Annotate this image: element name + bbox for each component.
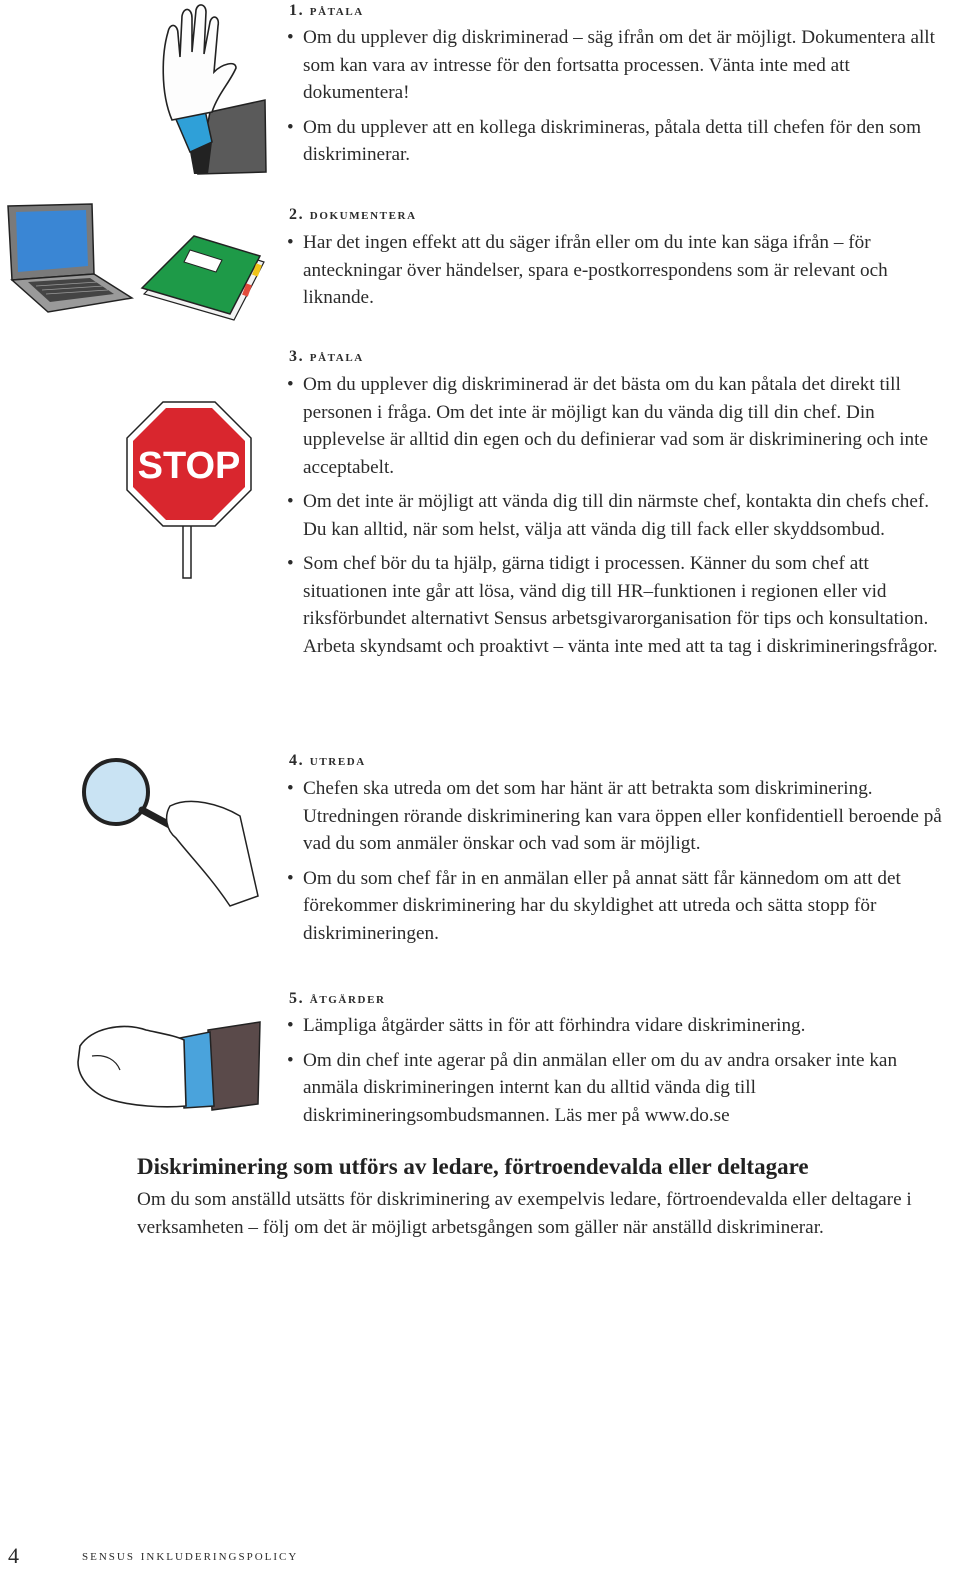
list-item: • Om du som chef får in en anmälan eller på annat sätt får kännedom om att det förekommer diskriminering har du skyldighet att utreda och sätta stopp för diskrimineringen. [287,865,946,948]
list-item: • Har det ingen effekt att du säger ifrån eller om du inte kan säga ifrån – för anteckningar över händelser, spara e-postkorrespondens som är relevant och liknande. [287,229,946,312]
list-item: • Om du upplever dig diskriminerad – säg ifrån om det är möjligt. Dokumentera allt som kan vara av intresse för den fortsatta processen. Vänta inte med att dokumentera! [287,24,946,107]
bullet-icon: • [287,867,294,889]
magnifier-illustration [80,756,265,908]
list-item: • Om din chef inte agerar på din anmälan eller om du av andra orsaker inte kan anmäla diskrimineringen internt kan du alltid vända dig till diskrimineringsombudsmannen. Läs mer på www.do.se [287,1047,946,1130]
final-section-text: Om du som anställd utsätts för diskriminering av exempelvis ledare, förtroendevalda eller deltagare i verksamheten – följ om det är möjligt arbetsgången som gäller när anställd diskriminerar. [137,1189,912,1238]
bullet-icon: • [287,374,294,395]
bullet-icon: • [287,116,294,138]
page-number: 4 [8,1543,19,1568]
bullet-icon: • [287,1015,294,1036]
bullet-icon: • [287,491,294,512]
list-item: • Om det inte är möjligt att vända dig till din närmste chef, kontakta din chefs chef. Du kan alltid, när som helst, välja att vända dig till fack eller skyddsombud. [287,488,946,543]
laptop-icon [2,200,134,316]
stop-hand-icon [150,2,270,177]
laptop-illustration [2,200,134,316]
bullet-icon: • [287,778,294,799]
footer-title: sensus inkluderingspolicy [82,1548,299,1564]
stop-sign-illustration [125,398,255,580]
notebook-icon [138,232,270,324]
bullet-icon: • [287,553,294,574]
raised-hand-illustration [150,2,270,177]
fist-icon [72,1016,262,1116]
list-item: • Lämpliga åtgärder sätts in för att förhindra vidare diskriminering. [287,1012,946,1040]
section-2-bullet-list [287,229,946,319]
notebook-illustration [138,232,270,324]
section-4-heading: 4. utreda [289,752,366,769]
final-section-title: Diskriminering som utförs av ledare, förtroendevalda eller deltagare [137,1154,809,1179]
section-3-bullet-list [287,371,946,667]
bullet-icon: • [287,27,294,48]
list-item: • Chefen ska utreda om det som har hänt är att betrakta som diskriminering. Utredningen rörande diskriminering kan vara öppen eller konfidentiell beroende på vad du som anmäler önskar och vad som är möjligt. [287,775,946,858]
section-2-heading: 2. dokumentera [289,206,417,223]
section-3-heading: 3. påtala [289,348,364,365]
stop-sign-label: STOP [137,445,241,487]
magnifying-glass-icon [80,756,265,908]
section-1-heading: 1. påtala [289,2,364,19]
fist-illustration [72,1016,262,1116]
section-5-bullet-list [287,1012,946,1136]
bullet-icon: • [287,232,294,253]
stop-sign-icon [125,398,255,580]
section-1-bullet-list [287,24,946,176]
list-item: • Om du upplever dig diskriminerad är det bästa om du kan påtala det direkt till personen i fråga. Om det inte är möjligt kan du vända dig till din chef. Din upplevelse är alltid din egen och du definierar vad som är diskriminering och inte acceptabelt. [287,371,946,481]
list-item: • Om du upplever att en kollega diskrimineras, påtala detta till chefen för den som diskriminerar. [287,114,946,169]
section-4-bullet-list [287,775,946,954]
bullet-icon: • [287,1049,294,1071]
section-5-heading: 5. åtgärder [289,990,386,1007]
list-item: • Som chef bör du ta hjälp, gärna tidigt i processen. Känner du som chef att situationen inte går att lösa, vänd dig till HR–funktionen i regionen eller vid riksförbundet alternativt Sensus arbetsgivarorganisation för tips och konsultation. Arbeta skyndsamt och proaktivt – vänta inte med att ta tag i diskrimineringsfrågor. [287,550,946,660]
